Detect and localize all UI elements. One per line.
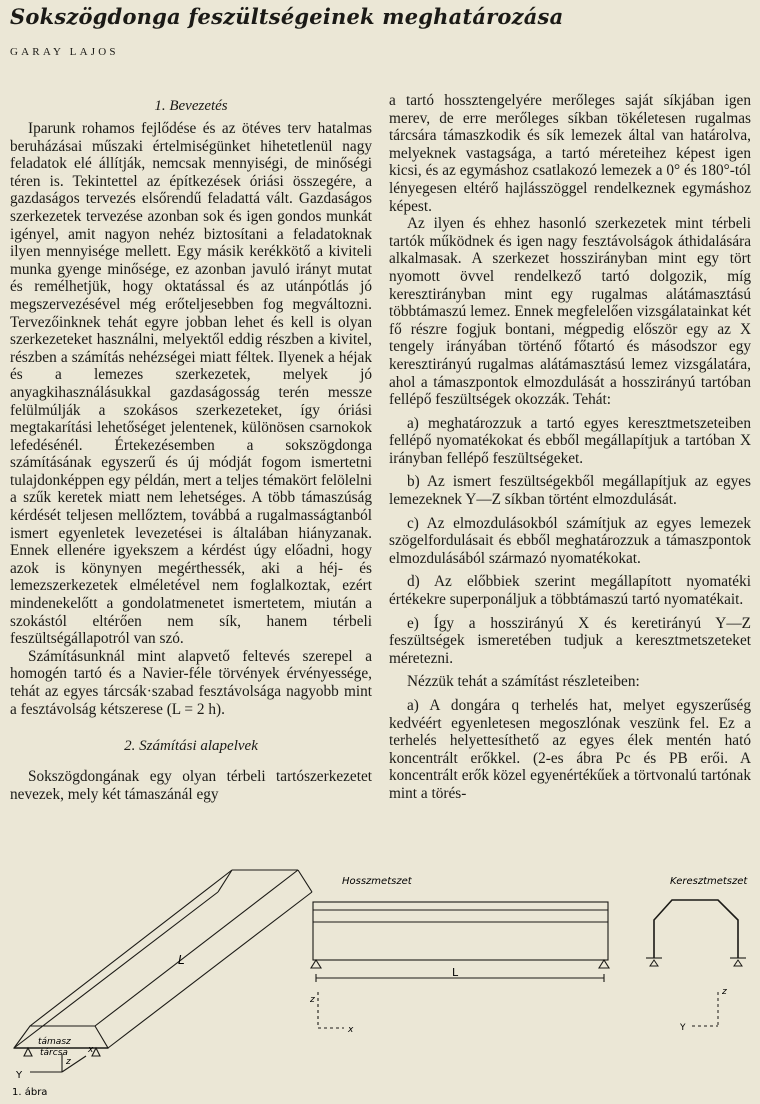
support-triangle-icon <box>650 960 658 966</box>
left-column <box>10 92 372 803</box>
fig1-axis-z: z <box>66 1057 71 1067</box>
list-item: b) Az ismert feszültségekből megállapítjuk az egyes lemezeknek Y—Z síkban történt elmozdulását. <box>389 473 751 509</box>
paragraph: Sokszögdongának egy olyan térbeli tartószerkezetet nevezek, mely két támaszánál egy <box>10 768 372 803</box>
paragraph: Az ilyen és ehhez hasonló szerkezetek mint térbeli tartók működnek és igen nagy fesztávolságok áthidalására alkalmasak. A szerkezet hosszirányban mint egy tört nyomott övvel rendelkező tartó dolgozik, míg keresztirányban mint egy rugalmas alátámasztású többtámaszú lemez. Ennek megfelelően vizsgálatainkat két fő részre fogjuk bontani, mégpedig először egy az X tengely irányában történő főtartó és másodszor egy keresztirányú rugalmas alátámasztású lemez vizsgálatára, ahol a támaszpontok elmozdulását a hosszirányú tartóban fellépő feszültségek okozzák. Tehát: <box>389 215 751 409</box>
fig2-axis-z: z <box>310 995 315 1005</box>
section-heading-intro: 1. Bevezetés <box>154 98 228 114</box>
fig1-support-label: tárcsa <box>40 1048 68 1058</box>
paragraph: a tartó hossztengelyére merőleges saját síkjában igen merev, de erre merőleges síkban tökéletesen rugalmas tárcsára támaszkodik és sík lemezek által van határolva, melyeknek vastagsága, a tartó méreteihez képest igen kicsi, és az egymáshoz csatlakozó lemezek a 0° és 180°-tól lényegesen eltérő hajlásszöggel rendelkeznek egymáshoz képest. <box>389 92 751 215</box>
article-title: Sokszögdonga feszültségeinek meghatározása <box>10 4 564 29</box>
fig2-cross-axis-y: Y <box>680 1023 686 1033</box>
fig1-span-label: L <box>178 953 185 967</box>
list-item: c) Az elmozdulásokból számítjuk az egyes lemezek szögelfordulásait és ebből meghatározzuk a támaszpontok elmozdulásából származó nyomatékokat. <box>389 514 751 567</box>
fig1-support-label: támasz <box>38 1037 71 1047</box>
figures-area <box>0 866 760 1100</box>
support-triangle-icon <box>734 960 742 966</box>
fig2-cross-profile <box>654 900 738 958</box>
support-triangle-icon <box>311 960 321 968</box>
fig1-axis-y: Y <box>16 1070 23 1081</box>
section-heading-basics: 2. Számítási alapelvek <box>124 738 258 755</box>
fig1-caption: 1. ábra <box>12 1087 48 1098</box>
fig1-axis-x: x <box>88 1045 94 1055</box>
fig2-cross-axis-z: z <box>722 987 727 997</box>
list-item: d) Az előbbiek szerint megállapított nyomatéki értékekre superponáljuk a többtámaszú tartó nyomatékait. <box>389 573 751 609</box>
figure-2-cross-section <box>646 900 746 1026</box>
fig2-span-label: L <box>452 966 459 979</box>
support-triangle-icon <box>599 960 609 968</box>
right-column <box>389 92 751 803</box>
support-triangle-icon <box>24 1048 32 1056</box>
list-item: e) Így a hosszirányú X és keretirányú Y—Z feszültségek ismeretében tudjuk a keresztmetszeteket méretezni. <box>389 614 751 667</box>
figure-2-longitudinal <box>311 902 609 1028</box>
figures-drawing <box>0 866 760 1100</box>
list-item: a) meghatározzuk a tartó egyes keresztmetszeteiben fellépő nyomatékokat és ebből megállapítjuk a tartóban X irányban fellépő feszültségeket. <box>389 414 751 467</box>
paragraph: a) A dongára q terhelés hat, melyet egyszerűség kedvéért egyenletesen megoszlónak veszünk fel. Ez a terhelés helyettesíthető az egyes élek mentén ható koncentrált erőkkel. (2-es ábra Pc és PB erői. A koncentrált erők közel egyenértékűek a törtvonalú tartónak mint a törés- <box>389 697 751 802</box>
author-name: GARAY LAJOS <box>10 46 119 58</box>
fig2-longitudinal-title: Hosszmetszet <box>342 876 412 887</box>
paragraph: Számításunknál mint alapvető feltevés szerepel a homogén tartó és a Navier-féle törvények érvényessége, tehát az egyes tárcsák·szabad fesztávolsága nagyobb mint a fesztávolság kétszerese (L = 2 h). <box>10 647 372 718</box>
paragraph: Iparunk rohamos fejlődése és az ötéves terv hatalmas beruházásai műszaki értelmiségünket hihetetlenül nagy feladatok elé állítják, nemcsak mennyiségi, de minőségi téren is. Tekintettel az építkezések óriási összegére, a gazdaságos tervezés elsőrendű feladattá vált. Gazdaságos szerkezetek tervezése azonban sok és igen gondos munkát igényel, amit nagyon nehéz biztosítani a feladatoknak ilyen mennyisége mellett. Egy másik kerékkötő a kiviteli munka gyenge minősége, ez azonban javuló irányt mutat és remélhetjük, hogy oktatással és az utánpótlás jó megszervezésével még erőteljesebben fog megváltozni. Tervezőinknek tehát egyre jobban lehet és kell is olyan szerkezeteket használni, melyektől eddig részben a kivitel, részben a számítás nehézségei miatt féltek. Ilyenek a héjak és a lemezes szerkezetek, melyek jó anyagkihasználásukkal gazdaságosság terén messze felülmúlják a szokásos szerkezeteket, így óriási megtakarítási lehetőséget jelentenek, különösen csarnokok lefedésénél. Értekezésemben a sokszögdonga számításának egyszerű és új módját fogom ismertetni tulajdonképpen egy példán, mert a teljes témakört felölelni a szűk keretek miatt nem lehetséges. A több támaszúság kérdését teljesen mellőztem, továbbá a rugalmasságtanból ismert egyenletek levezetései is általában hiányzanak. Ennek ellenére igyekszem a kérdést úgy előadni, hogy azok is könynyen megérthessék, aki a héj- és lemezszerkezetek elméletével nem foglalkoztak, ezért mindenekelőtt a gondolatmenetet ismertetem, miután a szokástól eltérően nem sík, hanem térbeli feszültségállapotról van szó. <box>10 120 372 648</box>
fig2-axis-x: x <box>348 1025 354 1035</box>
fig2-beam <box>313 902 608 960</box>
fig2-cross-title: Keresztmetszet <box>670 876 748 887</box>
paragraph: Nézzük tehát a számítást részleteiben: <box>407 673 640 691</box>
